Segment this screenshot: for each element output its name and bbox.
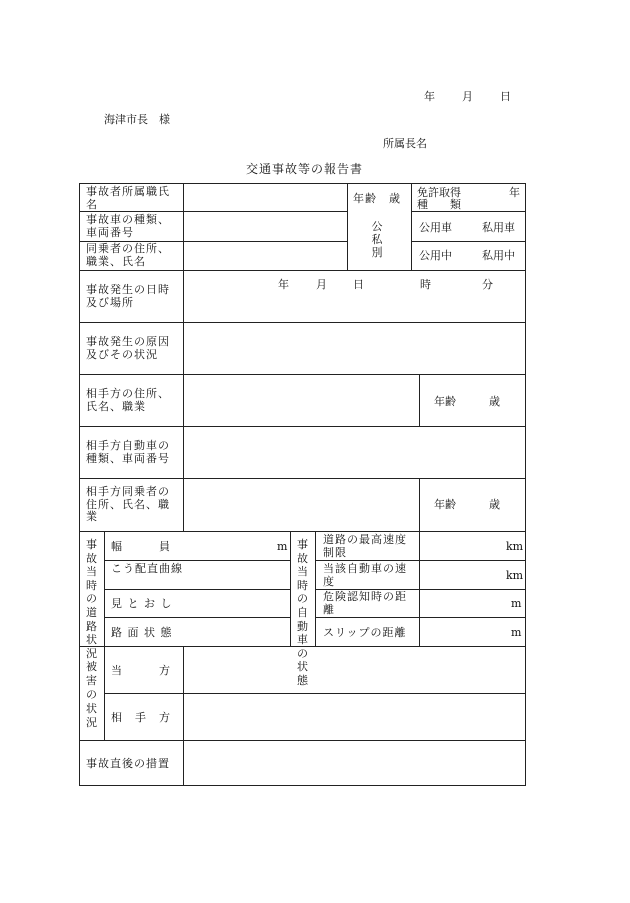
other-vehicle-label: 相手方自動車の種類、車両番号: [86, 439, 170, 465]
road-width-unit: m: [277, 540, 288, 553]
vehicle-type-field[interactable]: [184, 212, 347, 241]
damage-side-label: 被害の状況: [86, 660, 97, 729]
date-month-label: 月: [462, 90, 473, 103]
damage-other-field[interactable]: [184, 694, 525, 740]
other-vehicle-field[interactable]: [184, 427, 525, 478]
other-party-age-label: 年齢 歳: [434, 395, 500, 408]
public-private-label: 公私別: [371, 220, 383, 259]
other-passenger-label: 相手方同乗者の住所、氏名、職業: [86, 485, 170, 523]
danger-distance-label: 危険認知時の距離: [323, 590, 407, 616]
slope-curve-label: こう配直曲線: [111, 562, 183, 575]
dt-day-label: 日: [353, 278, 364, 291]
cause-label: 事故発生の原因及びその状況: [86, 335, 170, 361]
other-passenger-age-label: 年齢 歳: [434, 498, 500, 511]
measures-field[interactable]: [184, 741, 525, 785]
damage-self-label: 当 方: [111, 664, 171, 677]
sender-label: 所属長名: [383, 137, 427, 150]
dt-year-label: 年: [278, 278, 289, 291]
page-title: 交通事故等の報告書: [246, 162, 364, 176]
license-label-line2: 種 類: [417, 198, 461, 211]
dt-hour-label: 時: [420, 278, 431, 291]
dt-minute-label: 分: [482, 278, 493, 291]
other-party-label: 相手方の住所、氏名、職業: [86, 387, 170, 413]
date-day-label: 日: [500, 90, 511, 103]
official-duty-option[interactable]: 公用中: [419, 249, 452, 262]
datetime-place-label: 事故発生の日時及び場所: [86, 283, 170, 309]
other-passenger-field[interactable]: [184, 479, 419, 531]
damage-other-label: 相 手 方: [111, 711, 171, 724]
other-party-field[interactable]: [184, 375, 419, 426]
speed-limit-label: 道路の最高速度制限: [323, 533, 407, 559]
addressee: 海津市長 様: [104, 113, 170, 126]
driver-name-label: 事故者所属職氏名: [86, 185, 170, 211]
speed-limit-unit: km: [506, 540, 524, 553]
private-car-option[interactable]: 私用車: [482, 221, 515, 234]
slip-distance-label: スリップの距離: [323, 626, 407, 639]
visibility-label: 見 と お し: [111, 597, 173, 610]
damage-self-field[interactable]: [184, 647, 525, 693]
cause-field[interactable]: [184, 323, 525, 374]
vehicle-speed-label: 当該自動車の速度: [323, 562, 407, 588]
passenger-label: 同乗者の住所、職業、氏名: [86, 242, 170, 268]
vehicle-type-label: 事故車の種類、車両番号: [86, 213, 170, 239]
age-label: 年齢 歳: [353, 192, 401, 205]
slip-distance-unit: m: [511, 626, 522, 639]
vehicle-speed-unit: km: [506, 569, 524, 582]
passenger-field[interactable]: [184, 242, 347, 270]
road-width-label: 幅 員: [111, 540, 171, 553]
measures-label: 事故直後の措置: [86, 757, 170, 770]
date-year-label: 年: [424, 90, 435, 103]
vehicle-condition-side-label: 事故当時の自動車の状態: [297, 538, 308, 687]
license-year-label: 年: [509, 186, 520, 199]
license-label-line1: 免許取得: [417, 186, 461, 199]
road-condition-side-label: 事故当時の道路状況: [86, 538, 97, 660]
driver-name-field[interactable]: [184, 184, 347, 211]
dt-month-label: 月: [316, 278, 327, 291]
road-surface-label: 路 面 状 態: [111, 626, 173, 639]
private-use-option[interactable]: 私用中: [482, 249, 515, 262]
danger-distance-unit: m: [511, 597, 522, 610]
official-car-option[interactable]: 公用車: [419, 221, 452, 234]
